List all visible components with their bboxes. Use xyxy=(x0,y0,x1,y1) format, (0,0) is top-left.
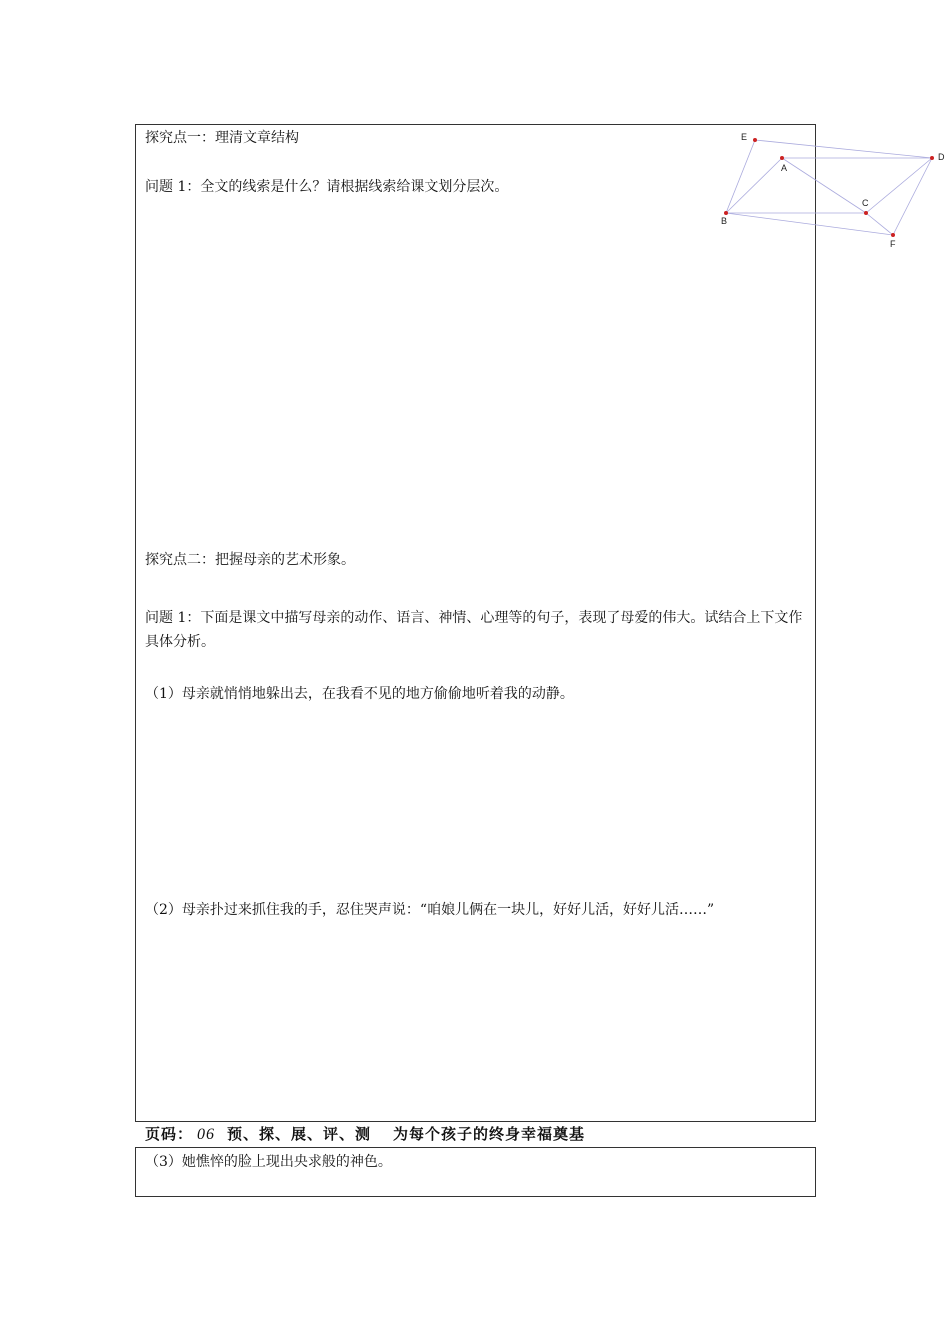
footer-motto-slogan: 为每个孩子的终身幸福奠基 xyxy=(393,1125,586,1143)
point-f xyxy=(891,233,895,237)
page-number: 06 xyxy=(197,1126,216,1143)
footer-motto-steps: 预、探、展、评、测 xyxy=(227,1125,372,1143)
page-footer xyxy=(145,1123,585,1144)
section2-item2: （2）母亲扑过来抓住我的手，忍住哭声说：“咱娘儿俩在一块儿，好好儿活，好好儿活……” xyxy=(145,902,715,918)
label-b: B xyxy=(721,216,728,226)
section1-question1: 问题 1：全文的线索是什么？请根据线索给课文划分层次。 xyxy=(145,179,509,195)
label-d: D xyxy=(938,152,945,162)
point-e xyxy=(753,138,757,142)
section2-item3: （3）她憔悴的脸上现出央求般的神色。 xyxy=(145,1154,392,1170)
point-c xyxy=(864,211,868,215)
point-b xyxy=(724,211,728,215)
point-a xyxy=(780,156,784,160)
footer-label: 页码： xyxy=(145,1125,194,1143)
section2-heading: 探究点二：把握母亲的艺术形象。 xyxy=(145,552,355,568)
figure-points xyxy=(724,138,934,237)
label-c: C xyxy=(862,198,869,208)
label-f: F xyxy=(890,239,896,249)
section2-question1: 问题 1：下面是课文中描写母亲的动作、语言、神情、心理等的句子，表现了母爱的伟大。试结合上下文作具体分析。 xyxy=(145,610,803,650)
figure-lines xyxy=(726,140,932,235)
label-a: A xyxy=(781,163,788,173)
geometry-figure xyxy=(720,125,950,255)
point-d xyxy=(930,156,934,160)
label-e: E xyxy=(741,132,748,142)
section1-heading: 探究点一：理清文章结构 xyxy=(145,130,299,146)
section2-item1: （1）母亲就悄悄地躲出去，在我看不见的地方偷偷地听着我的动静。 xyxy=(145,686,574,702)
